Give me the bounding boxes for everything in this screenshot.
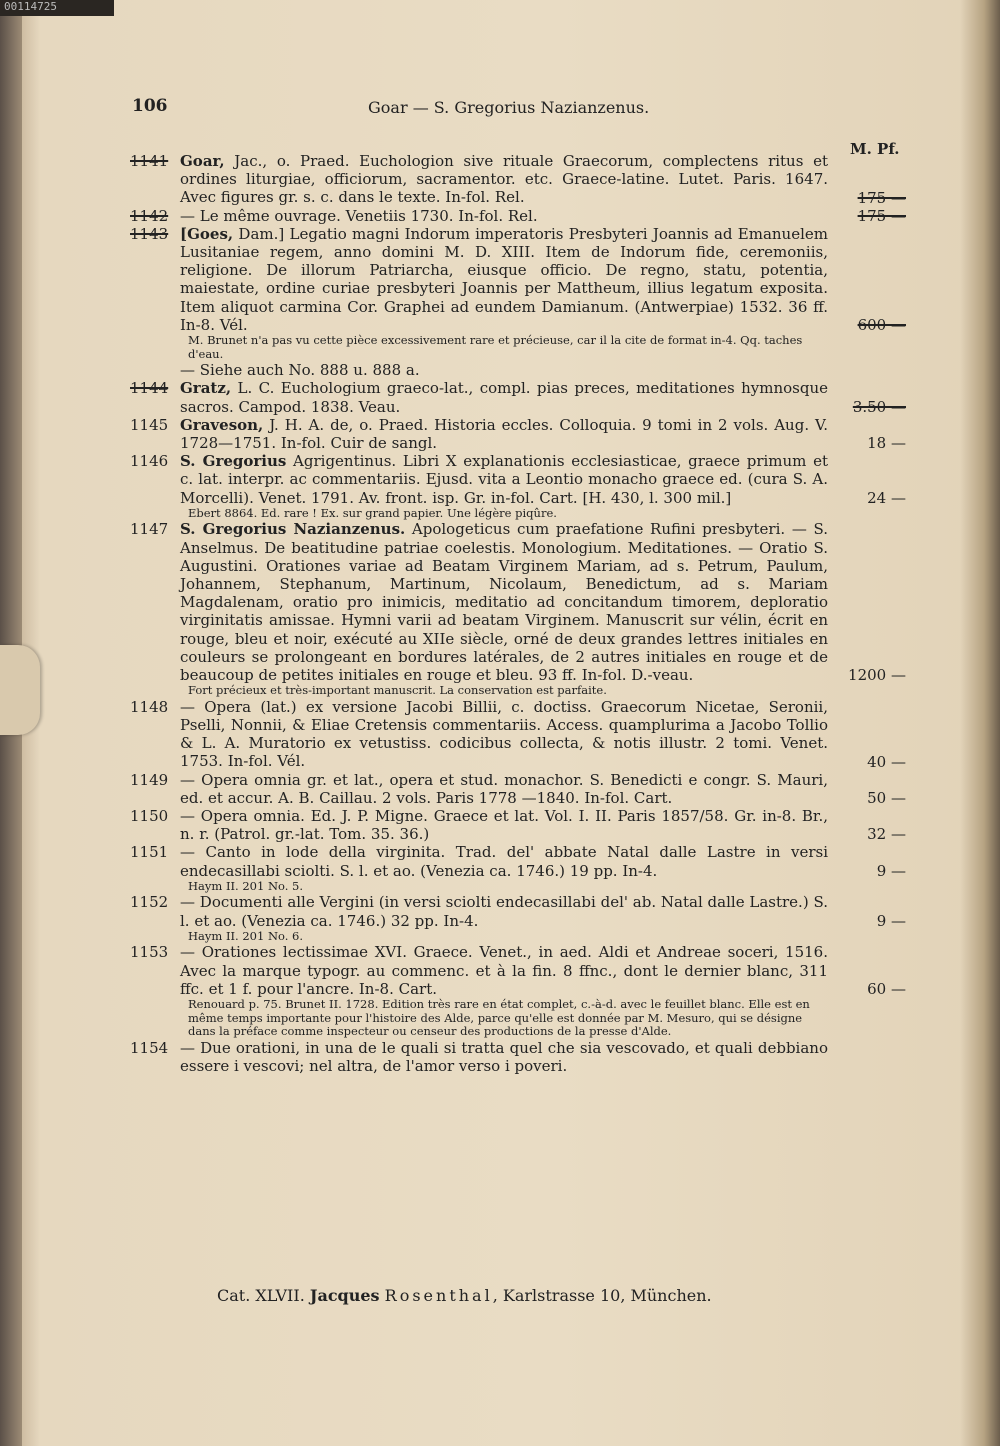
entry-text: Apologeticus cum praefatione Rufini presbyteri. — S. Anselmus. De beatitudine patriae coelestis. Monologium. Meditationes. — Oratio S. Augustini. Orationes variae ad Beatam Virginem Mariam, ad s. Petrum, Paulum, Johannem, Stephanum, Martinum, Nicolaum, Benedictum, ad s. Mariam Magdalenam, oratio pro inimicis, meditatio ad concitandum timorem, deploratio virginitatis amissae. Hymni varii ad beatam Virginem. Manuscrit sur vélin, écrit en rouge, bleu et noir, exécuté au XIIe siècle, orné de deux grandes lettres initiales en couleurs se prolongeant en bordures latérales, de 2 autres initiales en rouge et de beaucoup de petites initiales en rouge et bleu. 93 ff. In-fol. D.-veau. — [180, 520, 828, 685]
entry-note: Fort précieux et très-important manuscrit. La conservation est parfaite. — [188, 683, 607, 698]
entry-1150 — [0, 807, 1000, 843]
entry-1149 — [0, 771, 1000, 807]
entry-1151 — [0, 843, 1000, 893]
entry-number: 1141 — [130, 152, 169, 170]
dealer-firm: Jacques — [309, 1286, 380, 1305]
entry-price: 9 — — [876, 911, 906, 930]
entry-number: 1152 — [130, 893, 169, 912]
entry-1141 — [0, 152, 1000, 207]
entry-price: 60 — — [867, 980, 906, 999]
entry-price: 50 — — [867, 789, 906, 808]
page-number: 106 — [132, 96, 168, 116]
entry-1152 — [0, 893, 1000, 943]
dealer-address: , Karlstrasse 10, München. — [492, 1286, 712, 1305]
entry-price: 175 — — [857, 206, 906, 225]
entry-text: — Due orationi, in una de le quali si tratta quel che sia vescovado, et quali debbiano essere i vescovi; nel altra, de l'amor verso i poveri. — [180, 1038, 828, 1076]
page-header — [0, 96, 1000, 122]
entry-price: 600 — — [857, 316, 906, 335]
entry-price: 3.50 — — [852, 397, 906, 416]
entry-number: 1154 — [130, 1038, 169, 1057]
page-footer — [217, 1286, 712, 1305]
entry-1148 — [0, 698, 1000, 771]
entry-heading: S. Gregorius — [180, 452, 287, 471]
entry-number: 1142 — [130, 206, 169, 225]
entry-1154 — [0, 1039, 1000, 1075]
entry-text: — Documenti alle Vergini (in versi sciolti endecasillabi del' ab. Natal dalle Lastre.) S. l. et ao. (Venezia ca. 1746.) 32 pp. In-4. — [180, 893, 828, 930]
entry-number: 1146 — [130, 452, 169, 471]
entry-number: 1143 — [130, 224, 169, 243]
entry-text: Jac., o. Praed. Euchologion sive rituale Graecorum, complectens ritus et ordines liturgiae, officiorum, sacramentor. etc. Graece-latine. Lutet. Paris. 1647. Avec figures gr. s. c. dans le texte. In-fol. Rel. — [180, 152, 828, 207]
entry-1144 — [0, 379, 1000, 415]
entry-heading: Gratz, — [180, 379, 232, 398]
dealer-name: Rosenthal — [384, 1286, 493, 1305]
entry-number: 1151 — [130, 843, 169, 862]
entry-note: Haym II. 201 No. 5. — [188, 878, 304, 893]
entry-text: — Opera omnia. Ed. J. P. Migne. Graece et lat. Vol. I. II. Paris 1857/58. Gr. in-8. Br., n. r. (Patrol. gr.-lat. Tom. 35. 36.) — [180, 807, 828, 844]
entry-price: 1200 — — [848, 666, 906, 685]
entry-text: — Le même ouvrage. Venetiis 1730. In-fol. Rel. — [180, 206, 538, 225]
entry-1153 — [0, 943, 1000, 1038]
entry-note: Renouard p. 75. Brunet II. 1728. Edition très rare en état complet, c.-à-d. avec le feuillet blanc. Elle est en même temps importante pour l'histoire des Alde, parce qu'elle est donnée par M. Mesuro, qui se désigne dans la préface comme inspecteur ou censeur des productions de la presse d'Alde. — [188, 997, 810, 1039]
entry-heading: [Goes, — [180, 224, 234, 243]
entry-number: 1150 — [130, 807, 169, 826]
corner-id: 00114725 — [0, 0, 114, 16]
entry-1142 — [0, 207, 1000, 225]
entry-text: Agrigentinus. Libri X explanationis ecclesiasticae, graece primum et c. lat. interpr. ac commentariis. Ejusd. vita a Leontio monacho graece ed. (cura S. A. Morcelli). Venet. 1791. Av. front. isp. Gr. in-fol. Cart. [H. 430, l. 300 mil.] — [180, 452, 828, 507]
entry-text: — Canto in lode della virginita. Trad. del' abbate Natal dalle Lastre in versi endecasillabi sciolti. S. l. et ao. (Venezia ca. 1746.) 19 pp. In-4. — [180, 843, 828, 880]
entry-price: 175 — — [857, 188, 906, 207]
entry-number: 1149 — [130, 770, 169, 789]
entry-note: Haym II. 201 No. 6. — [188, 928, 304, 943]
entry-text: Dam.] Legatio magni Indorum imperatoris Presbyteri Joannis ad Emanuelem Lusitaniae regem, anno domini M. D. XIII. Item de Indorum fide, ceremoniis, religione. De illorum Patriarcha, eiusque officio. De regno, statu, potentia, maiestate, ordine curiae presbyteri Joannis per Mattheum, illius legatum exposita. Item aliquot carmina Cor. Graphei ad eundem Damianum. (Antwerpiae) 1532. 36 ff. In-8. Vél. — [180, 224, 828, 334]
entry-text: — Orationes lectissimae XVI. Graece. Venet., in aed. Aldi et Andreae soceri, 1516. Avec la marque typogr. au commenc. et à la fin. 8 ffnc., dont le dernier blanc, 311 ffc. et 1 f. pour l'ancre. In-8. Cart. — [180, 943, 828, 998]
entry-1146 — [0, 452, 1000, 520]
catalogue-number: Cat. XLVII. — [217, 1286, 305, 1305]
entry-text: L. C. Euchologium graeco-lat., compl. pias preces, meditationes hymnosque sacros. Campod. 1838. Veau. — [180, 379, 828, 416]
entry-price: 9 — — [876, 861, 906, 880]
entry-note: M. Brunet n'a pas vu cette pièce excessivement rare et précieuse, car il la cite de format in-4. Qq. taches d'eau. — [188, 333, 803, 361]
entry-number: 1144 — [130, 379, 169, 398]
entry-see-also: — Siehe auch No. 888 u. 888 a. — [180, 361, 420, 380]
entry-text: J. H. A. de, o. Praed. Historia eccles. Colloquia. 9 tomi in 2 vols. Aug. V. 1728—1751. In-fol. Cuir de sangl. — [180, 415, 828, 453]
entry-heading: Graveson, — [180, 415, 264, 434]
entry-price: 32 — — [867, 825, 906, 844]
entry-number: 1147 — [130, 520, 169, 539]
entry-heading: S. Gregorius Nazianzenus. — [180, 520, 406, 539]
entry-1145 — [0, 416, 1000, 452]
entry-1143 — [0, 225, 1000, 380]
entry-text: — Opera (lat.) ex versione Jacobi Billii, c. doctiss. Graecorum Nicetae, Seronii, Pselli, Nonnii, & Eliae Cretensis commentariis. Access. quamplurima a Jacobo Tollio & L. A. Muratorio ex vetustiss. codicibus collecta, & notis illustr. 2 tomi. Venet. 1753. In-fol. Vél. — [180, 697, 828, 771]
entry-list — [0, 152, 1000, 1075]
entry-price: 40 — — [867, 752, 906, 771]
entry-number: 1148 — [130, 697, 169, 716]
entry-price: 18 — — [867, 434, 906, 453]
entry-1147 — [0, 520, 1000, 697]
entry-number: 1145 — [130, 415, 169, 434]
entry-number: 1153 — [130, 943, 169, 962]
entry-text: — Opera omnia gr. et lat., opera et stud. monachor. S. Benedicti e congr. S. Mauri, ed. et accur. A. B. Caillau. 2 vols. Paris 1778 —1840. In-fol. Cart. — [180, 770, 828, 807]
running-title: Goar — S. Gregorius Nazianzenus. — [368, 98, 650, 117]
price-column-head: M. Pf. — [850, 140, 900, 158]
entry-heading: Goar, — [180, 152, 225, 170]
entry-price: 24 — — [867, 488, 906, 507]
entry-note: Ebert 8864. Ed. rare ! Ex. sur grand papier. Une légère piqûre. — [188, 505, 557, 520]
